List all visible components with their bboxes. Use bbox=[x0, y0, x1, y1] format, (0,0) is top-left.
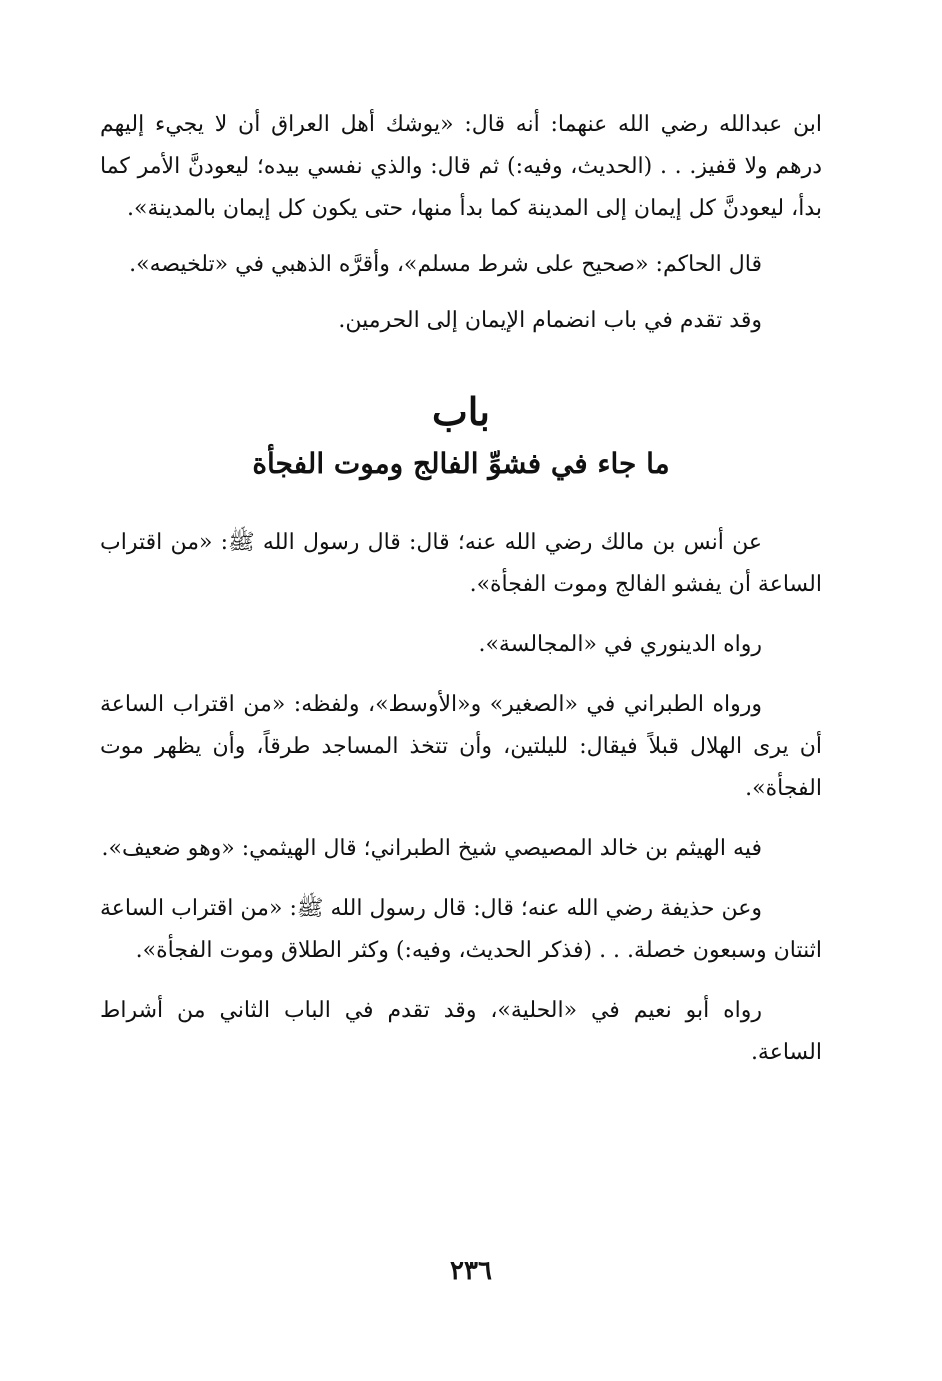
page-number: ٢٣٦ bbox=[450, 1256, 492, 1286]
paragraph-tabarani: ورواه الطبراني في «الصغير» و«الأوسط»، ولفظه: «من اقتراب الساعة أن يرى الهلال قبلاً فيقال: لليلتين، وأن تتخذ المساجد طرقاً، وأن يظهر موت الفجأة». bbox=[100, 692, 822, 801]
paragraph-hadith-hudhayfa: وعن حذيفة رضي الله عنه؛ قال: قال رسول الله ﷺ: «من اقتراب الساعة اثنتان وسبعون خصلة. . . (فذكر الحديث، وفيه:) وكثر الطلاق وموت الفجأة». bbox=[100, 896, 822, 963]
paragraph-abu-nuaym: رواه أبو نعيم في «الحلية»، وقد تقدم في الباب الثاني من أشراط الساعة. bbox=[100, 998, 822, 1065]
paragraph-cross-reference: وقد تقدم في باب انضمام الإيمان إلى الحرمين. bbox=[338, 308, 762, 333]
paragraph-haythami: فيه الهيثم بن خالد المصيصي شيخ الطبراني؛ قال الهيثمي: «وهو ضعيف». bbox=[101, 836, 762, 861]
chapter-word: باب bbox=[432, 389, 490, 434]
paragraph-hakim-grading: قال الحاكم: «صحيح على شرط مسلم»، وأقرَّه الذهبي في «تلخيصه». bbox=[129, 252, 762, 277]
chapter-heading bbox=[100, 388, 822, 486]
paragraph-dinawari: رواه الدينوري في «المجالسة». bbox=[478, 632, 762, 657]
page-body bbox=[100, 104, 822, 1074]
paragraph-hadith-iraq: ابن عبدالله رضي الله عنهما: أنه قال: «يوشك أهل العراق أن لا يجيء إليهم درهم ولا قفيز. . . (الحديث، وفيه:) ثم قال: والذي نفسي بيده؛ ليعودنَّ الأمر كما بدأ، ليعودنَّ كل إيمان إلى المدينة كما بدأ منها، حتى يكون كل إيمان بالمدينة». bbox=[100, 112, 822, 221]
chapter-title: ما جاء في فشوِّ الفالج وموت الفجأة bbox=[252, 447, 670, 480]
paragraph-hadith-anas: عن أنس بن مالك رضي الله عنه؛ قال: قال رسول الله ﷺ: «من اقتراب الساعة أن يفشو الفالج وموت الفجأة». bbox=[100, 530, 822, 597]
